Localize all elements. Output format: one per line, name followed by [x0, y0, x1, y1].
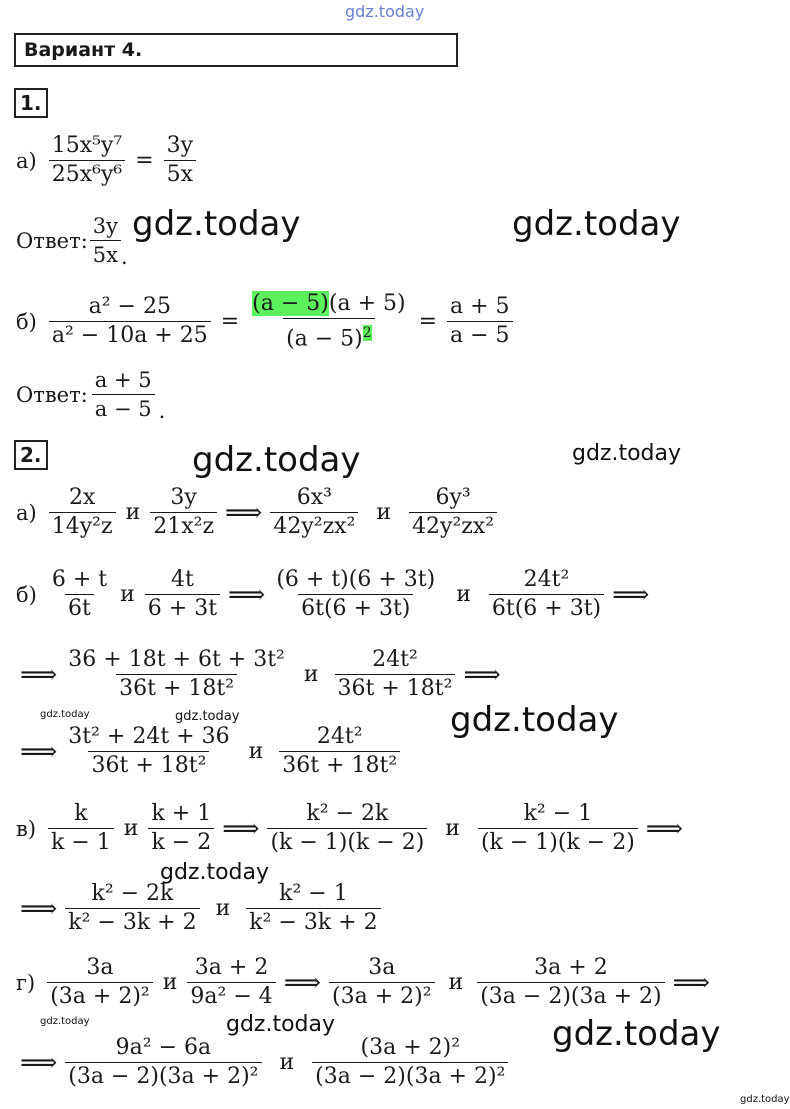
numerator: 15x⁵y⁷ — [51, 133, 123, 158]
denominator: 6t — [65, 594, 94, 623]
fraction — [478, 800, 638, 857]
fraction — [49, 484, 116, 541]
numerator: a² − 25 — [88, 294, 171, 320]
numerator — [249, 290, 408, 318]
watermark: gdz.today — [450, 700, 619, 740]
fraction — [65, 646, 288, 703]
watermark: gdz.today — [572, 441, 682, 466]
and-word: и — [125, 500, 141, 525]
and-word: и — [456, 582, 471, 607]
denominator: a − 5 — [447, 321, 513, 350]
implies-arrow: ⟹ — [612, 579, 650, 610]
denominator: 6 + 3t — [145, 594, 220, 623]
denominator: k² − 3k + 2 — [65, 908, 199, 937]
fraction — [249, 290, 408, 353]
answer-label: Ответ: — [16, 228, 88, 253]
fraction — [477, 954, 664, 1011]
denominator: 36t + 18t² — [279, 751, 400, 780]
fraction — [145, 566, 220, 623]
highlighted-exponent: 2 — [362, 325, 372, 341]
numerator: k + 1 — [151, 801, 212, 826]
task2-b-equation — [16, 566, 653, 623]
fraction — [48, 800, 114, 857]
task2-a-equation — [16, 484, 501, 541]
and-word: и — [123, 816, 139, 841]
fraction — [187, 954, 275, 1011]
implies-arrow: ⟹ — [225, 497, 263, 528]
implies-arrow: ⟹ — [228, 579, 266, 610]
fraction — [246, 880, 380, 937]
denominator: 25x⁶y⁶ — [49, 160, 125, 189]
denominator: 42y²zx² — [270, 512, 358, 541]
numerator: 24t² — [523, 567, 570, 592]
denominator: (3a + 2)² — [329, 982, 435, 1011]
numerator: k² − 1 — [279, 881, 348, 906]
watermark: gdz.today — [740, 1094, 790, 1105]
numerator: k² − 1 — [523, 801, 593, 826]
equals-sign: = — [220, 309, 240, 335]
item-label: г) — [16, 970, 36, 995]
numerator: (3a + 2)² — [360, 1035, 461, 1060]
denominator: 6t(6 + 3t) — [489, 594, 604, 623]
numerator: 3y — [92, 214, 119, 238]
numerator: k — [74, 801, 88, 826]
implies-arrow: ⟹ — [463, 659, 501, 690]
task1-a-equation — [16, 132, 200, 189]
task2-b-step3 — [16, 723, 404, 780]
and-word: и — [215, 896, 231, 921]
fraction — [65, 1034, 261, 1091]
and-word: и — [448, 970, 464, 995]
denominator: 5x — [164, 160, 196, 189]
fraction — [47, 954, 153, 1011]
numerator: 36 + 18t + 6t + 3t² — [68, 647, 285, 672]
numerator: 4t — [170, 567, 194, 592]
denominator — [283, 318, 375, 353]
denominator: a² − 10a + 25 — [49, 321, 211, 350]
task-number: 2. — [14, 440, 48, 470]
denominator: (3a − 2)(3a + 2) — [477, 982, 664, 1011]
numerator: 3a + 2 — [534, 955, 608, 980]
item-label: а) — [16, 148, 37, 173]
numerator: 3a — [86, 955, 114, 980]
fraction — [49, 566, 110, 623]
fraction — [335, 646, 456, 703]
denominator: (k − 1)(k − 2) — [478, 828, 638, 857]
factor: (a − 5) — [286, 326, 363, 352]
and-word: и — [376, 500, 392, 525]
item-label: б) — [16, 309, 37, 334]
denominator: a − 5 — [92, 394, 155, 423]
numerator: 6x³ — [296, 485, 332, 510]
denominator: (3a + 2)² — [47, 982, 153, 1011]
fraction — [279, 723, 400, 780]
numerator: 3y — [166, 133, 194, 158]
denominator: k − 1 — [48, 828, 114, 857]
denominator: 9a² − 4 — [187, 982, 275, 1011]
highlighted-factor: (a − 5) — [252, 291, 329, 316]
denominator: (k − 1)(k − 2) — [267, 828, 427, 857]
and-word: и — [303, 662, 319, 687]
denominator: 36t + 18t² — [88, 751, 209, 780]
item-label: а) — [16, 500, 37, 525]
denominator: (3a − 2)(3a + 2)² — [312, 1062, 508, 1091]
implies-arrow: ⟹ — [20, 659, 58, 690]
fraction — [65, 880, 199, 937]
fraction — [49, 132, 125, 189]
watermark: gdz.today — [345, 2, 425, 21]
implies-arrow: ⟹ — [222, 813, 260, 844]
fraction — [447, 293, 513, 350]
numerator: k² − 2k — [306, 801, 389, 826]
watermark: gdz.today — [132, 204, 301, 244]
numerator: 6y³ — [435, 485, 471, 510]
fraction — [90, 212, 121, 269]
task1-a-answer — [16, 212, 128, 269]
variant-title-box — [14, 33, 458, 67]
implies-arrow: ⟹ — [645, 813, 684, 844]
denominator: 42y²zx² — [409, 512, 497, 541]
implies-arrow: ⟹ — [20, 1047, 58, 1078]
denominator: 14y²z — [49, 512, 116, 541]
fraction — [267, 800, 427, 857]
watermark: gdz.today — [40, 709, 90, 720]
numerator: a + 5 — [94, 368, 152, 392]
task2-c-equation — [16, 800, 687, 857]
numerator: k² − 2k — [91, 881, 174, 906]
denominator: 36t + 18t² — [116, 674, 237, 703]
task-number: 1. — [14, 88, 48, 118]
fraction — [489, 566, 604, 623]
period: . — [121, 245, 128, 269]
denominator: 6t(6 + 3t) — [298, 594, 413, 623]
task2-d-step2 — [16, 1034, 512, 1091]
denominator: k² − 3k + 2 — [246, 908, 380, 937]
fraction — [92, 366, 155, 423]
fraction — [273, 566, 438, 623]
denominator: 5x — [90, 240, 121, 269]
task2-c-step2 — [16, 880, 385, 937]
task2-b-step2 — [16, 646, 505, 703]
watermark: gdz.today — [226, 1012, 336, 1037]
numerator: 2x — [68, 485, 96, 510]
watermark: gdz.today — [175, 709, 240, 724]
fraction — [312, 1034, 508, 1091]
numerator: 6 + t — [51, 567, 108, 592]
fraction — [270, 484, 358, 541]
and-word: и — [279, 1050, 295, 1075]
and-word: и — [120, 582, 135, 607]
fraction — [409, 484, 497, 541]
answer-label: Ответ: — [16, 382, 88, 407]
watermark: gdz.today — [552, 1014, 721, 1054]
numerator: 24t² — [372, 647, 418, 672]
item-label: в) — [16, 816, 37, 841]
numerator: 3a — [368, 955, 396, 980]
denominator: 36t + 18t² — [335, 674, 456, 703]
implies-arrow: ⟹ — [283, 967, 322, 998]
numerator: a + 5 — [450, 294, 510, 320]
and-word: и — [162, 970, 178, 995]
fraction — [49, 293, 211, 350]
factor: (a + 5) — [328, 291, 406, 316]
denominator: 21x²z — [150, 512, 217, 541]
and-word: и — [248, 739, 264, 764]
numerator: (6 + t)(6 + 3t) — [276, 567, 436, 592]
implies-arrow: ⟹ — [672, 967, 710, 998]
fraction — [329, 954, 435, 1011]
variant-title: Вариант 4. — [24, 39, 143, 61]
denominator: (3a − 2)(3a + 2)² — [65, 1062, 261, 1091]
fraction — [150, 484, 217, 541]
numerator: 3y — [170, 485, 197, 510]
numerator: 9a² − 6a — [115, 1035, 212, 1060]
numerator: 24t² — [316, 724, 363, 749]
implies-arrow: ⟹ — [20, 893, 58, 924]
watermark: gdz.today — [192, 440, 361, 480]
numerator: 3a + 2 — [194, 955, 269, 980]
fraction — [148, 800, 214, 857]
denominator: k − 2 — [148, 828, 214, 857]
task1-b-answer — [16, 366, 165, 423]
numerator: 3t² + 24t + 36 — [68, 724, 230, 749]
fraction — [65, 723, 232, 780]
watermark: gdz.today — [512, 204, 681, 244]
item-label: б) — [16, 582, 37, 607]
watermark: gdz.today — [160, 860, 270, 885]
period: . — [158, 399, 166, 423]
fraction — [164, 132, 196, 189]
task1-b-equation — [16, 290, 517, 353]
equals-sign: = — [418, 309, 438, 335]
watermark: gdz.today — [40, 1016, 90, 1027]
implies-arrow: ⟹ — [20, 736, 58, 767]
equals-sign: = — [135, 148, 154, 173]
and-word: и — [445, 816, 460, 841]
task2-d-equation — [16, 954, 714, 1011]
